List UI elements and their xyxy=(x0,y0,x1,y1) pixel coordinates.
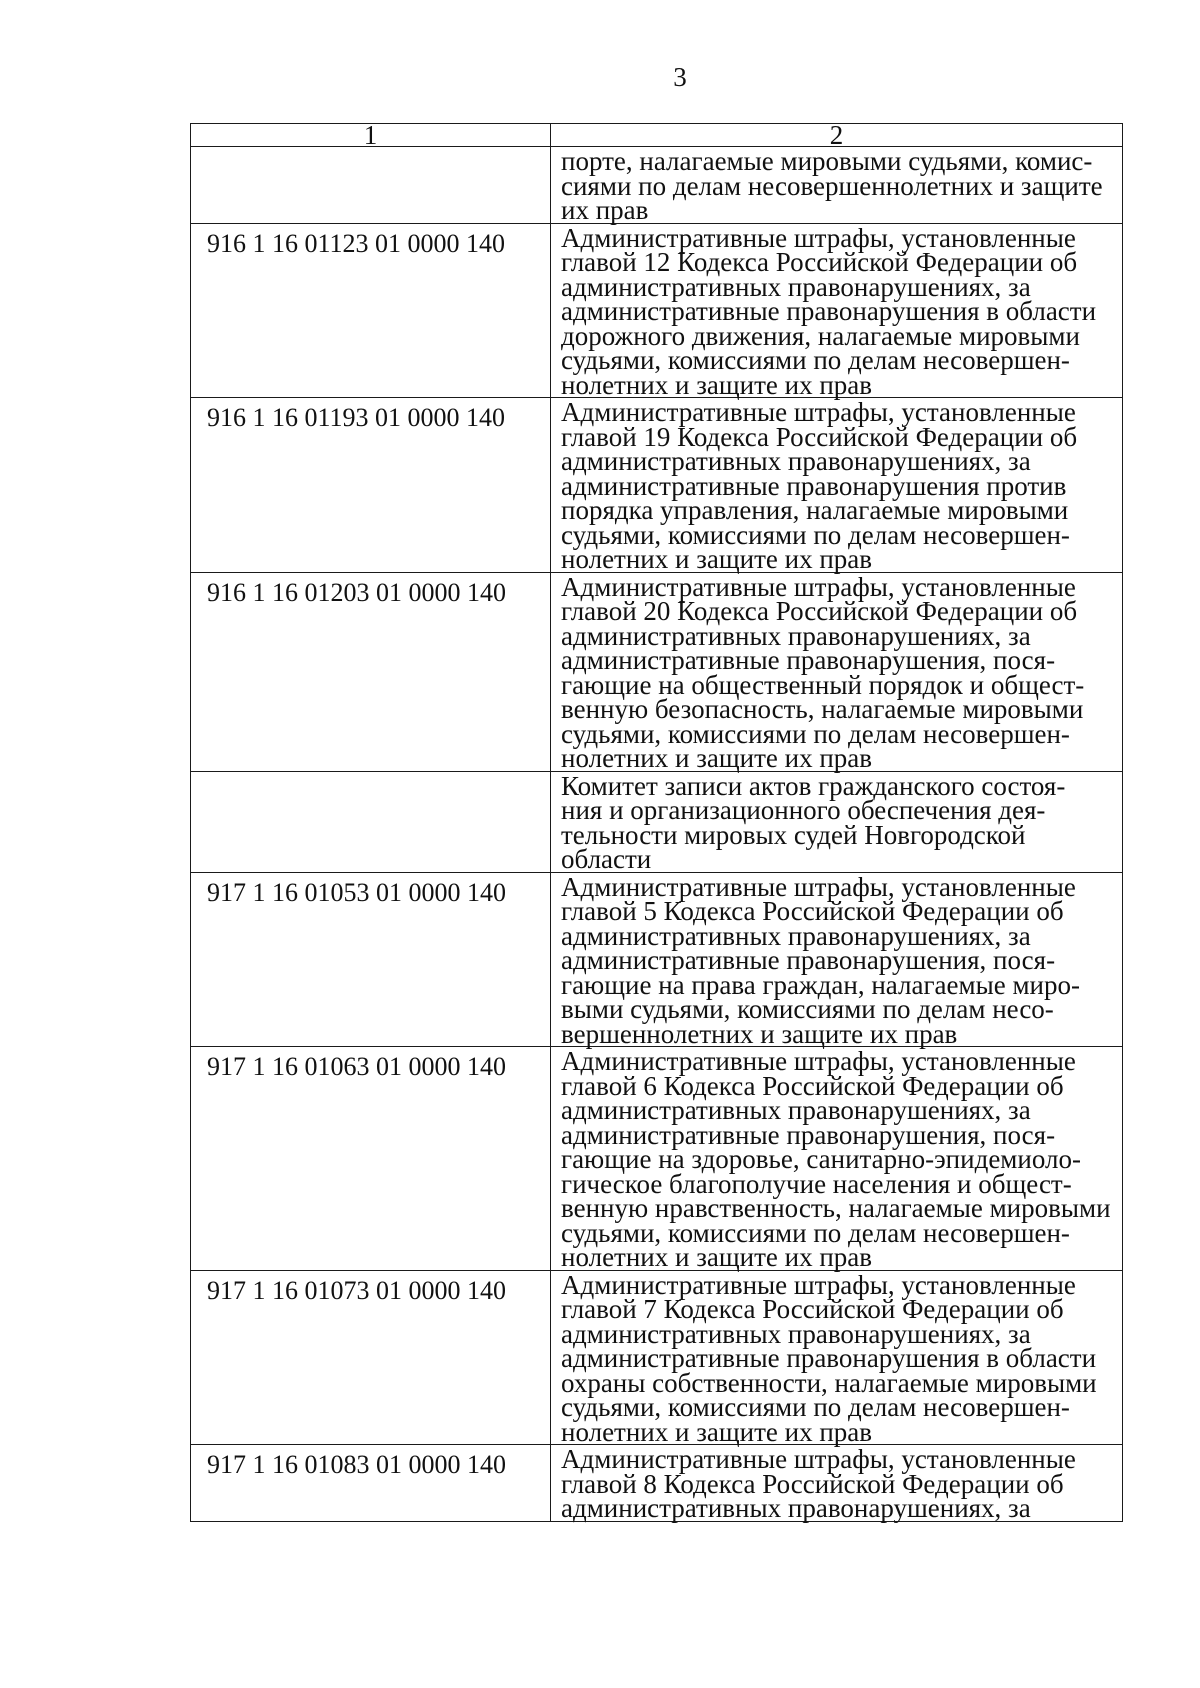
table-row xyxy=(191,572,1123,771)
description-cell: порте, налагаемые мировыми судьями, комис- сиями по делам несовершеннолетних и защите их прав xyxy=(551,147,1123,224)
description-cell: Административные штрафы, установленные главой 19 Кодекса Российской Федерации об административных правонарушениях, за административные правонарушения против порядка управления, налагаемые мировыми судьями, комиссиями по делам несовершен- нолетних и защите их прав xyxy=(551,398,1123,573)
kbk-code-cell: 917 1 16 01083 01 0000 140 xyxy=(191,1445,551,1522)
description-cell: Административные штрафы, установленные главой 8 Кодекса Российской Федерации об административных правонарушениях, за xyxy=(551,1445,1123,1522)
kbk-code-cell: 916 1 16 01193 01 0000 140 xyxy=(191,398,551,573)
kbk-code-cell: 917 1 16 01053 01 0000 140 xyxy=(191,872,551,1047)
kbk-code-cell: 917 1 16 01073 01 0000 140 xyxy=(191,1270,551,1445)
column-header-2: 2 xyxy=(551,124,1123,147)
table-row xyxy=(191,1047,1123,1271)
kbk-code-cell: 916 1 16 01203 01 0000 140 xyxy=(191,572,551,771)
description-cell: Комитет записи актов гражданского состоя- ния и организационного обеспечения дея- тельности мировых судей Новгородской области xyxy=(551,771,1123,872)
column-header-1: 1 xyxy=(191,124,551,147)
table-row xyxy=(191,1270,1123,1445)
page-number: 3 xyxy=(673,62,687,92)
kbk-code-cell xyxy=(191,771,551,872)
table-row xyxy=(191,223,1123,398)
table-row xyxy=(191,1445,1123,1522)
description-cell: Административные штрафы, установленные главой 20 Кодекса Российской Федерации об административных правонарушениях, за административные правонарушения, пося- гающие на общественный порядок и общест- венную безопасность, налагаемые мировыми судьями, комиссиями по делам несовершен- нолетних и защите их прав xyxy=(551,572,1123,771)
table-header-row xyxy=(191,124,1123,147)
table-row xyxy=(191,771,1123,872)
kbk-code-cell: 916 1 16 01123 01 0000 140 xyxy=(191,223,551,398)
table-row xyxy=(191,398,1123,573)
description-cell: Административные штрафы, установленные главой 12 Кодекса Российской Федерации об административных правонарушениях, за административные правонарушения в области дорожного движения, налагаемые мировыми судьями, комиссиями по делам несовершен- нолетних и защите их прав xyxy=(551,223,1123,398)
document-table xyxy=(190,123,1123,1522)
description-cell: Административные штрафы, установленные главой 7 Кодекса Российской Федерации об административных правонарушениях, за административные правонарушения в области охраны собственности, налагаемые мировыми судьями, комиссиями по делам несовершен- нолетних и защите их прав xyxy=(551,1270,1123,1445)
table-row xyxy=(191,872,1123,1047)
description-cell: Административные штрафы, установленные главой 6 Кодекса Российской Федерации об административных правонарушениях, за административные правонарушения, пося- гающие на здоровье, санитарно-эпидемиоло- гическое благополучие населения и общест- венную нравственность, налагаемые мировыми судьями, комиссиями по делам несовершен- нолетних и защите их прав xyxy=(551,1047,1123,1271)
description-cell: Административные штрафы, установленные главой 5 Кодекса Российской Федерации об административных правонарушениях, за административные правонарушения, пося- гающие на права граждан, налагаемые миро- выми судьями, комиссиями по делам несо- вершеннолетних и защите их прав xyxy=(551,872,1123,1047)
kbk-code-cell xyxy=(191,147,551,224)
kbk-code-cell: 917 1 16 01063 01 0000 140 xyxy=(191,1047,551,1271)
table-row xyxy=(191,147,1123,224)
